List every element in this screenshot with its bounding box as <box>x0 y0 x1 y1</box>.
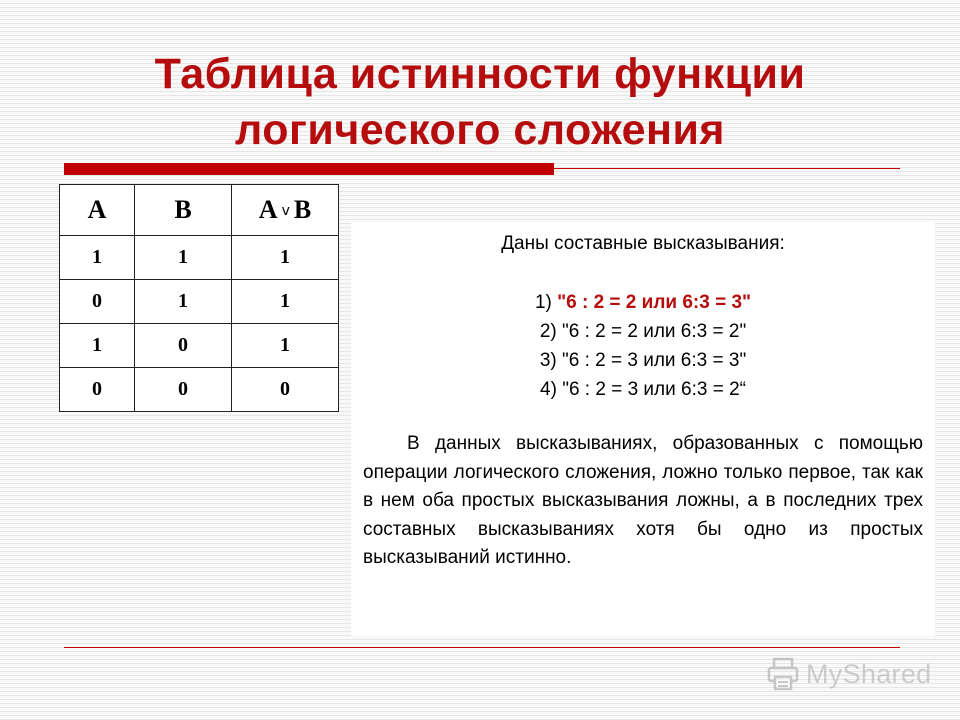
table-row <box>60 324 339 368</box>
cell-a: 1 <box>60 324 135 368</box>
header-a: А <box>60 185 135 236</box>
cell-b: 0 <box>135 368 232 412</box>
statement-text-highlighted: "6 : 2 = 2 или 6:3 = 3" <box>557 292 752 313</box>
title-line-2: логического сложения <box>234 106 726 154</box>
text-panel <box>351 222 935 636</box>
or-operator: v <box>281 203 290 219</box>
cell-a-or-b: 1 <box>232 236 339 280</box>
cell-a: 0 <box>60 280 135 324</box>
footer-rule <box>64 647 900 648</box>
statement-text: "6 : 2 = 3 или 6:3 = 2“ <box>562 379 746 400</box>
table-row <box>60 280 339 324</box>
slide-title <box>0 46 960 158</box>
statement-text: "6 : 2 = 2 или 6:3 = 2" <box>562 321 747 342</box>
cell-b: 1 <box>135 236 232 280</box>
statement-text: "6 : 2 = 3 или 6:3 = 3" <box>562 350 747 371</box>
intro-text: Даны составные высказывания: <box>501 233 785 254</box>
cell-a-or-b: 1 <box>232 280 339 324</box>
cell-a-or-b: 0 <box>232 368 339 412</box>
cell-a-or-b: 1 <box>232 324 339 368</box>
header-or-a: А <box>258 195 278 224</box>
title-line-1: Таблица истинности функции <box>154 50 806 98</box>
statement-item <box>351 317 935 346</box>
explanation-paragraph: В данных высказываниях, образованных с помощью операции логического сложения, ложно только первое, так как в нем оба простых высказывания ложны, а в последних трех составных высказываниях хотя бы одно из простых высказываний истинно. <box>363 433 923 569</box>
statement-item <box>351 375 935 404</box>
watermark <box>766 657 931 691</box>
cell-b: 1 <box>135 280 232 324</box>
title-underline-thin <box>554 168 900 169</box>
table-row <box>60 236 339 280</box>
title-underline-thick <box>64 163 554 175</box>
printer-logo-icon <box>766 657 802 691</box>
header-b: В <box>135 185 232 236</box>
statement-number: 4) <box>540 379 563 400</box>
statement-list <box>351 288 935 404</box>
header-or-b: В <box>293 195 312 224</box>
statement-number: 3) <box>539 350 562 371</box>
cell-a: 1 <box>60 236 135 280</box>
statement-item <box>351 288 935 317</box>
statement-number: 2) <box>539 321 562 342</box>
header-a-or-b <box>232 185 339 236</box>
statement-number: 1) <box>534 292 558 313</box>
watermark-text: MyShared <box>806 658 932 689</box>
table-row <box>60 368 339 412</box>
statement-item <box>351 346 935 375</box>
cell-b: 0 <box>135 324 232 368</box>
cell-a: 0 <box>60 368 135 412</box>
truth-table <box>59 184 339 412</box>
table-header-row <box>60 185 339 236</box>
